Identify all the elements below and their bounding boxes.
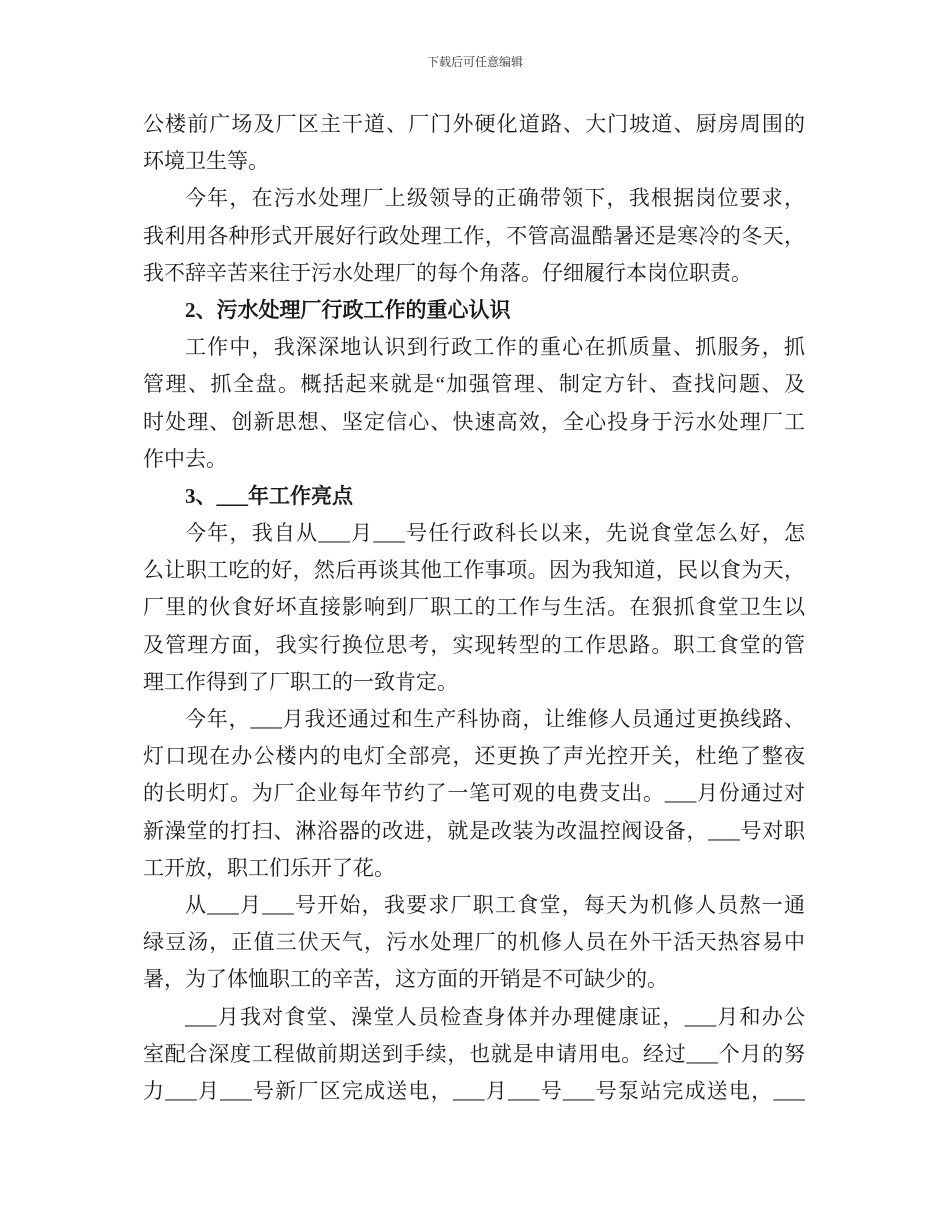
text-line: 理工作得到了厂职工的一致肯定。 — [143, 669, 458, 694]
text-line: 环境卫生等。 — [143, 149, 269, 174]
page-header-note: 下载后可任意编辑 — [426, 55, 523, 69]
text-line: 时处理、创新思想、坚定信心、快速高效，全心投身于污水处理厂工 — [143, 409, 805, 434]
text-line: 的长明灯。为厂企业每年节约了一笔可观的电费支出。___月份通过对 — [143, 781, 805, 806]
text-line: 管理、抓全盘。概括起来就是“加强管理、制定方针、查找问题、及 — [143, 372, 805, 397]
text-line: 今年，___月我还通过和生产科协商，让维修人员通过更换线路、 — [185, 707, 805, 731]
section-heading: 2、污水处理厂行政工作的重心认识 — [185, 297, 511, 322]
text-line: 我不辞辛苦来往于污水处理厂的每个角落。仔细履行本岗位职责。 — [143, 260, 752, 285]
text-line: 我利用各种形式开展好行政处理工作，不管高温酷暑还是寒冷的冬天， — [143, 223, 805, 248]
text-line: 灯口现在办公楼内的电灯全部亮，还更换了声光控开关，杜绝了整夜 — [143, 744, 805, 769]
text-line: ___月我对食堂、澡堂人员检查身体并办理健康证，___月和办公 — [185, 1004, 805, 1029]
text-line: 及管理方面，我实行换位思考，实现转型的工作思路。职工食堂的管 — [143, 632, 805, 657]
text-line: 公楼前广场及厂区主干道、厂门外硬化道路、大门坡道、厨房周围的 — [143, 112, 805, 136]
paragraph — [143, 515, 805, 701]
text-line: 新澡堂的打扫、淋浴器的改进，就是改装为改温控阀设备，___号对职 — [143, 818, 805, 843]
paragraph — [143, 887, 805, 999]
paragraph — [143, 329, 805, 478]
text-line: 室配合深度工程做前期送到手续，也就是申请用电。经过___个月的努 — [143, 1041, 805, 1066]
document-body — [143, 106, 805, 1110]
paragraph — [143, 180, 805, 292]
paragraph — [143, 106, 805, 180]
text-line: 工开放，职工们乐开了花。 — [143, 855, 395, 880]
text-line: 今年，我自从___月___号任行政科长以来，先说食堂怎么好，怎 — [185, 521, 805, 546]
paragraph — [143, 701, 805, 887]
text-line: 作中去。 — [143, 446, 227, 471]
text-line: 么让职工吃的好，然后再谈其他工作事项。因为我知道，民以食为天， — [143, 558, 805, 583]
text-line: 从___月___号开始，我要求厂职工食堂，每天为机修人员熬一通 — [185, 892, 805, 917]
paragraph — [143, 999, 805, 1111]
text-line: 暑，为了体恤职工的辛苦，这方面的开销是不可缺少的。 — [143, 967, 668, 992]
text-line: 工作中，我深深地认识到行政工作的重心在抓质量、抓服务，抓 — [185, 335, 805, 360]
section-heading: 3、___年工作亮点 — [185, 483, 353, 508]
text-line: 厂里的伙食好坏直接影响到厂职工的工作与生活。在狠抓食堂卫生以 — [143, 595, 805, 620]
text-line: 力___月___号新厂区完成送电，___月___号___号泵站完成送电，___ — [143, 1078, 805, 1103]
text-line: 今年，在污水处理厂上级领导的正确带领下，我根据岗位要求， — [185, 186, 805, 211]
text-line: 绿豆汤，正值三伏天气，污水处理厂的机修人员在外干活天热容易中 — [143, 930, 805, 955]
